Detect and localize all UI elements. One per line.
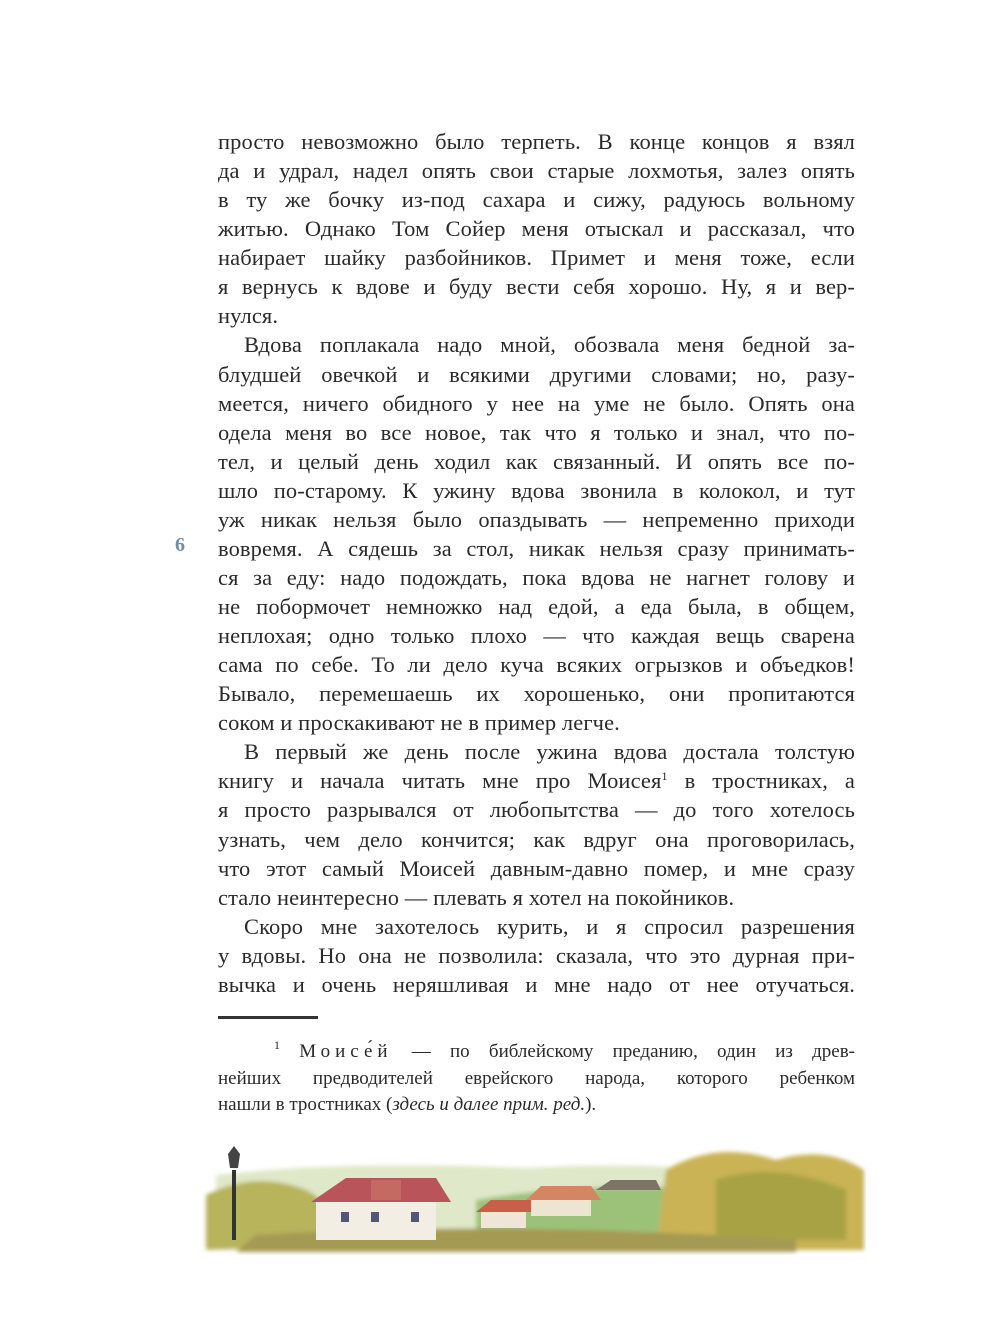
text-line: просто невозможно было терпеть. В конце концов я взял [218,129,855,154]
footnote-line: нейших предводителей еврейского народа, которого ребенком [218,1067,855,1089]
text-line: уж никак нельзя было опаздывать — непременно приходи [218,506,855,532]
text-line: житью. Однако Том Сойер меня отыскал и рассказал, что [218,216,855,242]
text-line: сама по себе. То ли дело куча всяких огрызков и объедков! [218,652,855,678]
text-line: Вдова поплакала надо мной, обозвала меня бедной за- [244,332,855,358]
footnote-line [218,1039,855,1066]
text-line: стало неинтересно — плевать я хотел на покойников. [218,884,735,910]
text-line: тел, и целый день ходил как связанный. И опять все по- [218,448,855,474]
text-line: Бывало, перемешаешь их хорошенько, они пропитаются [218,681,855,707]
text-line: неплохая; одно только плохо — что каждая вещь сварена [218,623,855,649]
text-line: да и удрал, надел опять свои старые лохмотья, залез опять [218,158,855,184]
text-line: набирает шайку разбойников. Примет и меня тоже, если [218,245,855,271]
body-text [218,127,855,999]
text-line: шло по-старому. К ужину вдова звонила в колокол, и тут [218,477,855,503]
footnote-reference[interactable]: 1 [661,769,668,784]
text-line: нулся. [218,303,279,329]
footnote-text: ). [585,1094,597,1115]
footnote-term: Моисе́й [299,1041,393,1062]
text-line: В первый же день после ужина вдова достала толстую [244,739,855,765]
text-segment: книгу и начала читать мне про Моисея [218,768,662,794]
text-line: я вернусь к вдове и буду вести себя хорошо. Ну, я и вер- [218,274,855,300]
text-line: соком и проскакивают не в пример легче. [218,710,620,736]
footnote-text: нашли в тростниках ( [218,1094,393,1115]
text-line [218,766,855,795]
footnote-divider [218,1016,318,1019]
page-number: 6 [175,534,185,556]
footnote-italic: здесь и далее прим. ред. [392,1094,586,1115]
footnote-mark: 1 [274,1038,280,1052]
village-landscape-illustration [196,1140,866,1255]
text-line: я просто разрывался от любопытства — до того хотелось [218,797,855,823]
text-line: у вдовы. Но она не позволила: сказала, что это дурная при- [218,942,855,968]
text-line: не побормочет немножко над едой, а еда была, в общем, [218,594,855,619]
text-segment: в тростниках, а [667,768,856,794]
text-line: одела меня во все новое, так что я только и знал, что по- [218,419,855,445]
text-line: Скоро мне захотелось курить, и я спросил разрешения [244,913,855,939]
footnote [218,1039,855,1119]
footnote-text: — по библейскому преданию, один из древ- [392,1041,855,1062]
text-line: в ту же бочку из-под сахара и сижу, радуюсь вольному [218,187,855,213]
text-line: блудшей овечкой и всякими другими словами; но, разу- [218,361,855,387]
text-line: что этот самый Моисей давным-давно помер, и мне сразу [218,855,855,881]
text-line: меется, ничего обидного у нее на уме не было. Опять она [218,390,855,416]
text-line: вовремя. А сядешь за стол, никак нельзя сразу принимать- [218,535,855,561]
text-line: узнать, чем дело кончится; как вдруг она проговорилась, [218,826,855,852]
text-line: ся за еду: надо подождать, пока вдова не нагнет голову и [218,564,855,590]
footnote-line [218,1092,855,1119]
text-line: вычка и очень неряшливая и мне надо от нее отучаться. [218,971,855,997]
